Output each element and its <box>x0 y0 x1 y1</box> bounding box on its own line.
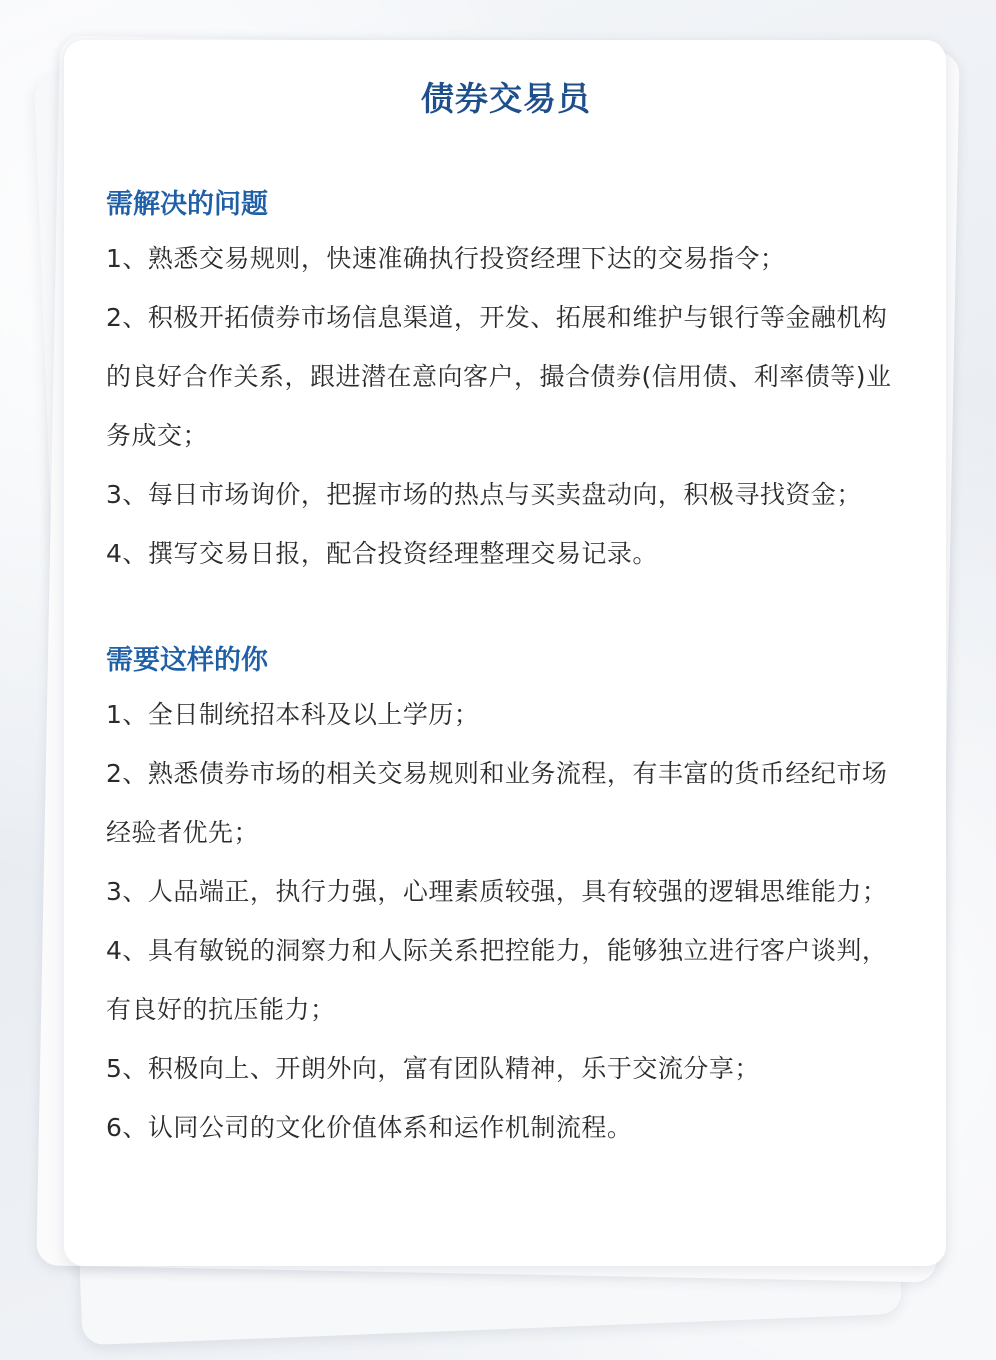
list-item: 6、认同公司的文化价值体系和运作机制流程。 <box>106 1113 633 1142</box>
list-item: 1、全日制统招本科及以上学历； <box>106 700 480 729</box>
list-item: 3、人品端正，执行力强，心理素质较强，具有较强的逻辑思维能力； <box>106 877 888 906</box>
list-item: 5、积极向上、开朗外向，富有团队精神，乐于交流分享； <box>106 1054 760 1083</box>
list-item: 4、撰写交易日报，配合投资经理整理交易记录。 <box>106 539 658 568</box>
list-item: 2、熟悉债券市场的相关交易规则和业务流程，有丰富的货币经纪市场经验者优先； <box>106 759 888 847</box>
requirements-list <box>106 685 906 1157</box>
problems-list <box>106 229 906 583</box>
job-description-card <box>64 40 946 1266</box>
list-item: 2、积极开拓债券市场信息渠道，开发、拓展和维护与银行等金融机构的良好合作关系，跟进潜在意向客户，撮合债券(信用债、利率债等)业务成交； <box>106 303 892 450</box>
section-heading-problems: 需解决的问题 <box>106 189 268 220</box>
page-title: 债券交易员 <box>421 79 591 118</box>
section-heading-requirements: 需要这样的你 <box>106 645 268 676</box>
list-item: 1、熟悉交易规则，快速准确执行投资经理下达的交易指令； <box>106 244 786 273</box>
list-item: 4、具有敏锐的洞察力和人际关系把控能力，能够独立进行客户谈判，有良好的抗压能力； <box>106 936 888 1024</box>
list-item: 3、每日市场询价，把握市场的热点与买卖盘动向，积极寻找资金； <box>106 480 862 509</box>
